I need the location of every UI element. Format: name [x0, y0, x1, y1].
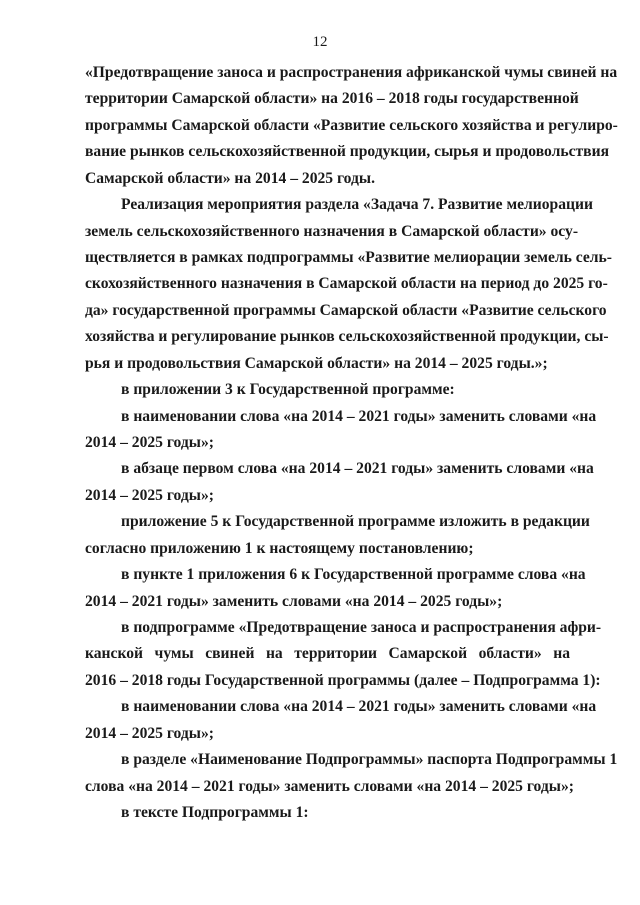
- text-line: 2014 – 2021 годы» заменить словами «на 2014 – 2025 годы»;: [85, 592, 503, 610]
- text-line: приложение 5 к Государственной программе изложить в редакции: [121, 513, 590, 531]
- text-line: хозяйства и регулирование рынков сельскохозяйственной продукции, сы-: [85, 328, 609, 346]
- text-line: рья и продовольствия Самарской области» на 2014 – 2025 годы.»;: [85, 354, 548, 372]
- text-line: канской чумы свиней на территории Самарской области» на: [85, 645, 570, 663]
- text-line: в приложении 3 к Государственной программе:: [121, 381, 455, 399]
- text-line: в наименовании слова «на 2014 – 2021 годы» заменить словами «на: [121, 407, 597, 425]
- text-line: скохозяйственного назначения в Самарской области на период до 2025 го-: [85, 275, 608, 293]
- text-line: программы Самарской области «Развитие сельского хозяйства и регулиро-: [85, 116, 618, 134]
- text-line: 2014 – 2025 годы»;: [85, 724, 214, 742]
- text-line: в разделе «Наименование Подпрограммы» паспорта Подпрограммы 1: [121, 751, 618, 769]
- text-line: в пункте 1 приложения 6 к Государственной программе слова «на: [121, 566, 586, 584]
- text-line: в наименовании слова «на 2014 – 2021 годы» заменить словами «на: [121, 698, 597, 716]
- text-line: земель сельскохозяйственного назначения в Самарской области» осу-: [85, 222, 579, 240]
- text-line: территории Самарской области» на 2016 – 2018 годы государственной: [85, 90, 579, 108]
- text-line: Реализация мероприятия раздела «Задача 7. Развитие мелиорации: [121, 196, 593, 214]
- text-line: Самарской области» на 2014 – 2025 годы.: [85, 169, 375, 187]
- page-number: 12: [312, 34, 328, 50]
- text-line: в тексте Подпрограммы 1:: [121, 804, 309, 821]
- text-line: ществляется в рамках подпрограммы «Развитие мелиорации земель сель-: [85, 249, 612, 266]
- text-line: «Предотвращение заноса и распространения африканской чумы свиней на: [85, 64, 618, 81]
- text-line: 2016 – 2018 годы Государственной программы (далее – Подпрограмма 1):: [85, 671, 601, 689]
- text-line: 2014 – 2025 годы»;: [85, 434, 214, 451]
- text-line: в абзаце первом слова «на 2014 – 2021 годы» заменить словами «на: [121, 460, 594, 478]
- text-line: согласно приложению 1 к настоящему постановлению;: [85, 539, 474, 557]
- text-line: слова «на 2014 – 2021 годы» заменить словами «на 2014 – 2025 годы»;: [85, 777, 574, 795]
- text-line: да» государственной программы Самарской области «Развитие сельского: [85, 301, 607, 319]
- text-line: в подпрограмме «Предотвращение заноса и распространения афри-: [121, 619, 602, 636]
- text-line: 2014 – 2025 годы»;: [85, 486, 214, 504]
- text-line: вание рынков сельскохозяйственной продукции, сырья и продовольствия: [85, 143, 610, 161]
